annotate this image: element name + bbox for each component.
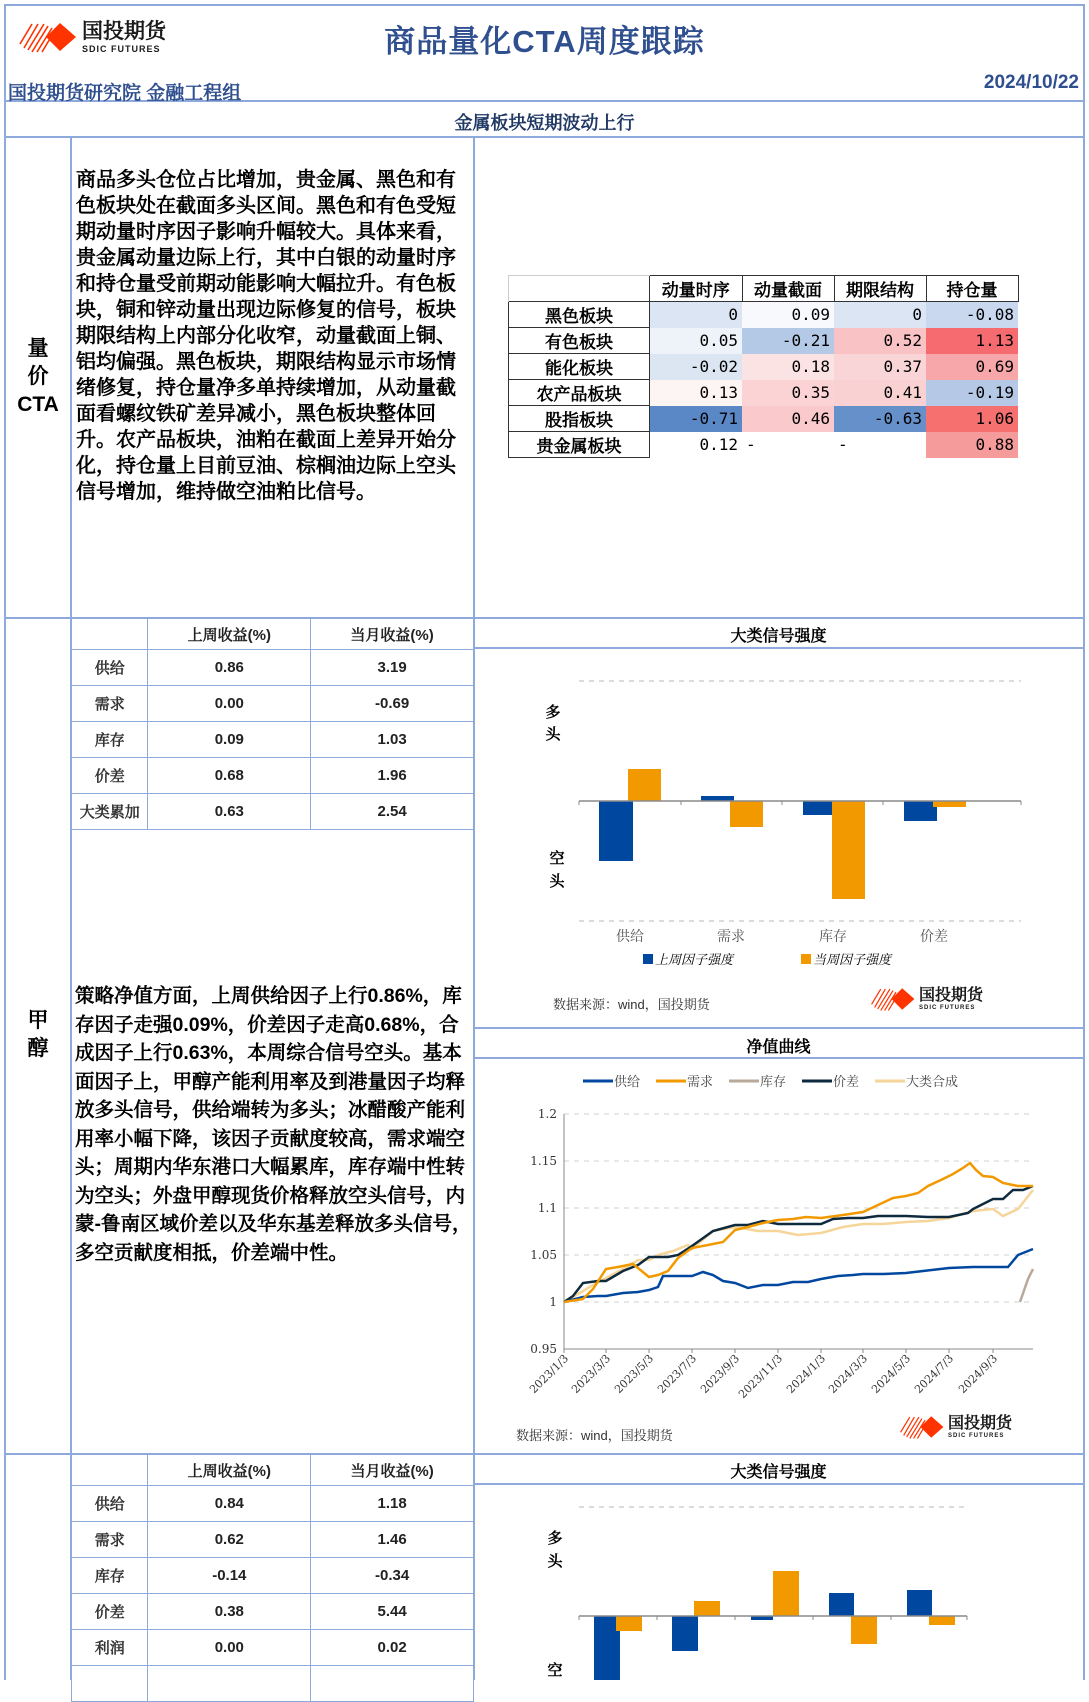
returns-factor: 价差 [72,1594,148,1630]
returns-factor: 库存 [72,1558,148,1594]
returns-factor: 供给 [72,1486,148,1522]
returns-header-month: 当月收益(%) [311,1455,474,1486]
section-label-cta [4,335,72,419]
svg-text:上周因子强度: 上周因子强度 [655,953,734,968]
heatmap-row-label: 农产品板块 [509,380,650,406]
returns-factor [72,1666,148,1702]
svg-text:需求: 需求 [687,1075,714,1090]
returns-header-blank [72,619,148,650]
heatmap-cell: 0.37 [834,354,926,380]
section-label-line: 醇 [27,1037,49,1060]
x-tick-label: 库存 [819,929,847,945]
logo-mark-icon [870,986,916,1012]
methanol-returns-table [71,618,474,830]
heatmap-cell: 0 [834,302,926,328]
nav-chart-source: 数据来源：wind，国投期货 [516,1428,673,1443]
svg-text:2024/7/3: 2024/7/3 [911,1351,957,1397]
svg-text:1.1: 1.1 [537,1201,557,1215]
heatmap-row [509,406,1019,432]
svg-text:库存: 库存 [760,1075,787,1090]
returns-week-value: 0.09 [148,722,311,758]
heatmap-cell: -0.02 [650,354,743,380]
svg-text:1.15: 1.15 [530,1154,557,1168]
returns-row [72,794,474,830]
returns-month-value: -0.34 [311,1558,474,1594]
headline: 金属板块短期波动上行 [454,113,635,133]
heatmap-row-label: 能化板块 [509,354,650,380]
sector-factor-heatmap [508,275,1019,458]
svg-text:当周因子强度: 当周因子强度 [813,953,892,968]
heatmap-col-header: 动量时序 [650,276,743,302]
returns-month-value [311,1666,474,1702]
heatmap-cell: -0.71 [650,406,743,432]
svg-text:2024/5/3: 2024/5/3 [868,1351,914,1397]
heatmap-row-label: 黑色板块 [509,302,650,328]
returns-header-month: 当月收益(%) [311,619,474,650]
heatmap-cell: 0.69 [926,354,1018,380]
svg-text:头: 头 [547,1552,563,1570]
svg-text:2024/1/3: 2024/1/3 [783,1351,829,1397]
section-label-line: CTA [17,393,59,416]
org-name: 国投期货研究院 金融工程组 [8,83,242,104]
returns-header-week: 上周收益(%) [148,619,311,650]
returns-week-value: 0.00 [148,686,311,722]
returns-row [72,1630,474,1666]
returns-row [72,1666,474,1702]
svg-text:大类合成: 大类合成 [906,1075,959,1090]
returns-factor: 价差 [72,758,148,794]
divider-under-headline [4,136,1084,138]
section-label-line: 量 [27,337,49,360]
heatmap-row [509,328,1019,354]
returns-month-value: 1.96 [311,758,474,794]
returns-header-blank [72,1455,148,1486]
heatmap-row-label: 有色板块 [509,328,650,354]
logo-text-en: SDIC FUTURES [82,43,161,54]
logo-text-cn: 国投期货 [82,19,166,43]
svg-text:1: 1 [549,1295,557,1309]
returns-header-row [72,1455,474,1486]
heatmap-col-header: 持仓量 [926,276,1018,302]
heatmap-cell: -0.21 [742,328,834,354]
logo-text-cn: 国投期货 [948,1414,1013,1432]
heatmap-row [509,432,1019,458]
heatmap-cell: 0.12 [650,432,743,458]
svg-text:2023/5/3: 2023/5/3 [611,1351,657,1397]
returns-week-value [148,1666,311,1702]
returns-month-value: 5.44 [311,1594,474,1630]
returns-month-value: -0.69 [311,686,474,722]
frame-top [4,4,1084,6]
heatmap-cell: 0.13 [650,380,743,406]
svg-text:2023/3/3: 2023/3/3 [568,1351,614,1397]
returns-factor: 供给 [72,650,148,686]
panel-divider-nav-top [473,1027,1084,1029]
returns-header-row [72,619,474,650]
heatmap-row-label: 贵金属板块 [509,432,650,458]
section-label-methanol [4,1007,72,1063]
returns-month-value: 1.18 [311,1486,474,1522]
heatmap-cell: 0.35 [742,380,834,406]
returns-week-value: 0.86 [148,650,311,686]
logo-mark-icon [899,1414,945,1440]
heatmap-row [509,380,1019,406]
heatmap-header-row [509,276,1019,302]
frame-left [4,4,6,1680]
heatmap-cell: 0.05 [650,328,743,354]
svg-text:多: 多 [547,1529,563,1547]
heatmap-cell: -0.08 [926,302,1018,328]
returns-month-value: 2.54 [311,794,474,830]
svg-text:2023/11/3: 2023/11/3 [736,1351,786,1402]
heatmap-row [509,354,1019,380]
heatmap-cell: 0.88 [926,432,1018,458]
heatmap-cell: - [834,432,926,458]
returns-week-value: 0.00 [148,1630,311,1666]
svg-text:空: 空 [547,1661,563,1679]
signal-chart-source: 数据来源：wind，国投期货 [553,997,710,1012]
returns-factor: 大类累加 [72,794,148,830]
returns-month-value: 1.46 [311,1522,474,1558]
returns-row [72,1594,474,1630]
svg-text:头: 头 [549,872,565,890]
returns-header-week: 上周收益(%) [148,1455,311,1486]
returns-row [72,1486,474,1522]
returns-week-value: -0.14 [148,1558,311,1594]
heatmap-corner [509,276,650,302]
returns-factor: 库存 [72,722,148,758]
svg-text:2023/7/3: 2023/7/3 [654,1351,700,1397]
svg-text:空: 空 [549,849,565,867]
svg-text:价差: 价差 [833,1075,860,1090]
returns-week-value: 0.68 [148,758,311,794]
signal-chart-logo [870,986,983,1012]
svg-text:1.2: 1.2 [537,1107,557,1121]
next-returns-table [71,1454,474,1702]
x-tick-label: 需求 [717,929,745,945]
svg-text:供给: 供给 [614,1075,641,1090]
methanol-commentary-text: 策略净值方面，上周供给因子上行0.86%，库存因子走强0.09%，价差因子走高0.68%，合成因子上行0.63%，本周综合信号空头。基本面因子上，甲醇产能利用率及到港量因子均释放多头信号，供给端转为多头；冰醋酸产能利用率小幅下降，该因子贡献度较高，需求端空头；周期内华东港口大幅累库，库存端中性转为空头；外盘甲醇现货价格释放空头信号，内蒙-鲁南区域价差以及华东基差释放多头信号，多空贡献度相抵，价差端中性。 [75,985,472,1264]
heatmap-cell: 0 [650,302,743,328]
heatmap-row-label: 股指板块 [509,406,650,432]
heatmap-cell: - [742,432,834,458]
returns-week-value: 0.63 [148,794,311,830]
svg-text:头: 头 [545,725,561,743]
cta-summary-text: 商品多头仓位占比增加，贵金属、黑色和有色板块处在截面多头区间。黑色和有色受短期动量时序因子影响升幅较大。具体来看，贵金属动量边际上行，其中白银的动量时序和持仓量受前期动能影响大幅拉升。有色板块，铜和锌动量出现边际修复的信号，板块期限结构上内部分化收窄，动量截面上铜、铝均偏强。黑色板块，期限结构显示市场情绪修复，持仓量净多单持续增加，从动量截面看螺纹铁矿差异减小，黑色板块整体回升。农产品板块，油粕在截面上差异开始分化，持仓量上目前豆油、棕榈油边际上空头信号增加，维持做空油粕比信号。 [76,169,456,503]
report-date: 2024/10/22 [983,72,1079,93]
x-tick-label: 价差 [920,929,948,945]
returns-row [72,1522,474,1558]
returns-week-value: 0.62 [148,1522,311,1558]
heatmap-cell: 0.09 [742,302,834,328]
heatmap-cell: 0.46 [742,406,834,432]
section-label-line: 价 [27,365,49,388]
returns-factor: 利润 [72,1630,148,1666]
returns-row [72,686,474,722]
nav-chart-logo [899,1414,1012,1440]
returns-month-value: 3.19 [311,650,474,686]
section-label-line: 甲 [27,1009,49,1032]
svg-text:2024/3/3: 2024/3/3 [825,1351,871,1397]
signal-strength-chart-next [473,1485,1084,1680]
x-tick-label: 供给 [616,929,644,945]
signal-panel-title-next: 大类信号强度 [730,1464,827,1481]
returns-week-value: 0.38 [148,1594,311,1630]
returns-row [72,722,474,758]
nav-curve-chart [473,1059,1084,1451]
returns-month-value: 1.03 [311,722,474,758]
returns-factor: 需求 [72,686,148,722]
returns-month-value: 0.02 [311,1630,474,1666]
logo-text-en: SDIC FUTURES [919,1004,976,1011]
logo-text-en: SDIC FUTURES [948,1432,1005,1439]
heatmap-cell: 0.52 [834,328,926,354]
heatmap-cell: 0.41 [834,380,926,406]
heatmap-cell: 0.18 [742,354,834,380]
heatmap-row [509,302,1019,328]
svg-text:2023/1/3: 2023/1/3 [526,1351,572,1397]
logo-text-cn: 国投期货 [919,986,984,1004]
svg-text:多: 多 [545,703,561,721]
page-title: 商品量化CTA周度跟踪 [384,24,705,59]
signal-strength-chart [473,649,1084,1025]
returns-row [72,650,474,686]
heatmap-cell: 1.06 [926,406,1018,432]
heatmap-col-header: 期限结构 [834,276,926,302]
heatmap-cell: -0.19 [926,380,1018,406]
svg-text:2024/9/3: 2024/9/3 [955,1351,1001,1397]
returns-factor: 需求 [72,1522,148,1558]
svg-text:2023/9/3: 2023/9/3 [697,1351,743,1397]
svg-text:1.05: 1.05 [530,1248,557,1262]
nav-panel-title: 净值曲线 [746,1039,811,1056]
heatmap-cell: -0.63 [834,406,926,432]
returns-row [72,758,474,794]
returns-week-value: 0.84 [148,1486,311,1522]
signal-panel-title: 大类信号强度 [730,628,827,645]
heatmap-cell: 1.13 [926,328,1018,354]
returns-row [72,1558,474,1594]
heatmap-col-header: 动量截面 [742,276,834,302]
svg-text:0.95: 0.95 [530,1342,557,1356]
